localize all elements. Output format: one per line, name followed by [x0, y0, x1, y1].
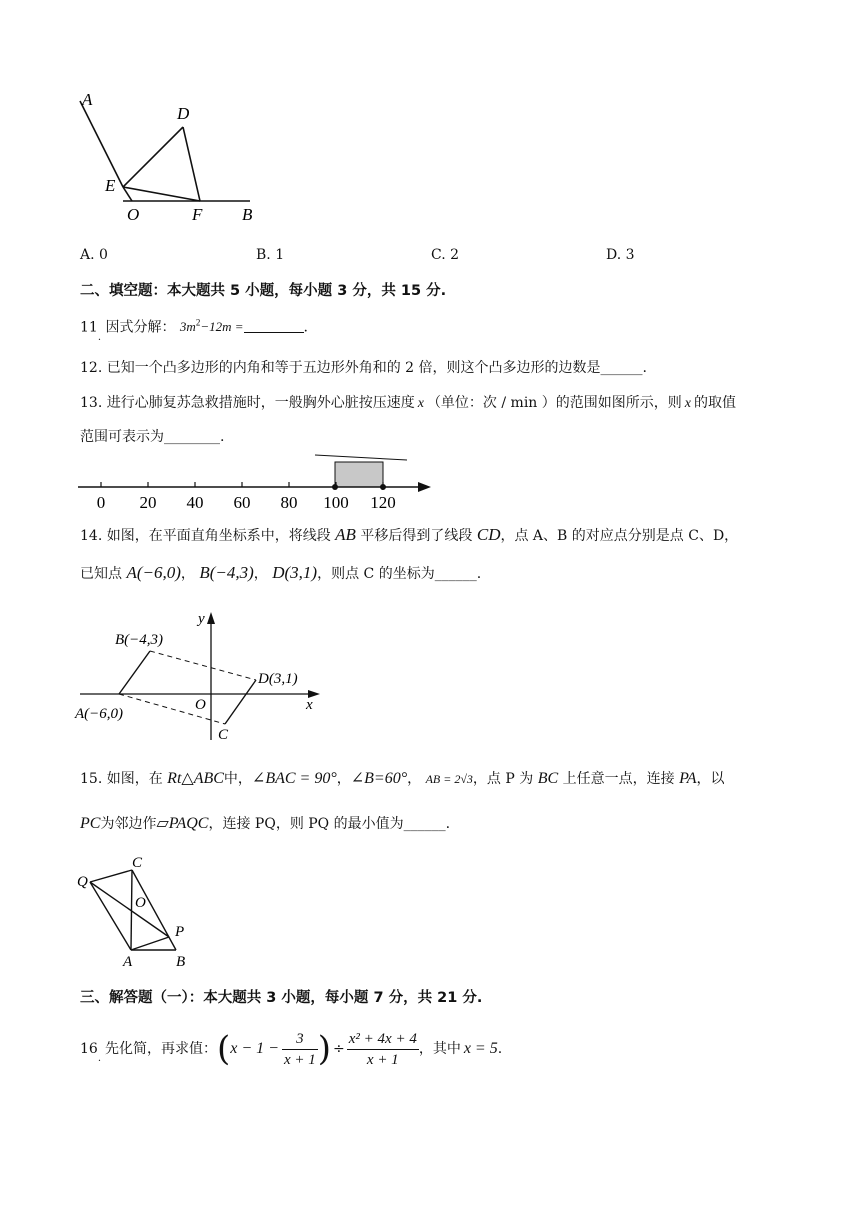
- label-o: O: [135, 895, 146, 911]
- q16-frac2-num: x² + 4x + 4: [347, 1029, 419, 1050]
- q11-expr-b: −12m =: [200, 319, 244, 335]
- q15-line1-e: ，以: [696, 771, 725, 787]
- q13-line1-a: 13. 进行心肺复苏急救措施时，一般胸外心脏按压速度: [80, 395, 415, 411]
- segment-q-c: [90, 870, 132, 882]
- label-d: D: [177, 104, 190, 123]
- dashed-ac: [119, 694, 225, 724]
- tick-label: 100: [323, 493, 349, 512]
- y-axis-arrow: [207, 612, 215, 624]
- segment-q-a: [90, 882, 131, 950]
- q16-part1: x − 1 −: [230, 1040, 279, 1057]
- dashed-bd: [150, 651, 256, 680]
- section3-heading: 三、解答题（一）：本大题共 3 小题，每小题 7 分，共 21 分.: [80, 990, 483, 1006]
- label-e: E: [105, 176, 116, 195]
- q14-segment-ab: AB: [335, 525, 356, 544]
- label-f: F: [192, 205, 203, 224]
- segment-a-o: [80, 101, 123, 187]
- q14-line1-a: 14. 如图，在平面直角坐标系中，将线段: [80, 528, 331, 544]
- q15-bc: BC: [537, 770, 559, 787]
- range-top-line: [315, 455, 407, 460]
- q14-point-b: B(−4,3): [199, 563, 254, 582]
- q15-line1: 15. 如图，在 Rt△ABC中，∠BAC = 90°，∠B=60°， AB = 2√3，点 P 为 BC 上任意一点，连接 PA，以: [80, 770, 725, 787]
- q15-ab-length: AB = 2√3: [425, 772, 473, 786]
- q15-pc: PC: [80, 815, 101, 832]
- label-a: A(−6,0): [75, 706, 124, 722]
- q11-answer-blank[interactable]: [244, 318, 304, 333]
- q11: $11_.$ 因式分解： $3m^2-12m$ = .: [80, 318, 308, 344]
- q15-line1-d: 上任意一点，连接: [562, 771, 675, 787]
- q12-text: 12. 已知一个凸多边形的内角和等于五边形外角和的 2 倍，则这个凸多边形的边数是______.: [80, 360, 647, 376]
- q15-geometry-figure: [75, 852, 205, 972]
- q14-line1-c: ，点 A、B 的对应点分别是点 C、D，: [500, 528, 739, 544]
- label-b: B: [176, 954, 186, 970]
- segment-a-p: [131, 937, 169, 950]
- q16-frac1-num: 3: [282, 1029, 318, 1050]
- q10-option-d: D. 3: [606, 247, 635, 263]
- q16-number: 16: [80, 1041, 98, 1057]
- q14-line1: [80, 525, 738, 546]
- segment-cd: [225, 680, 256, 724]
- q15-angle-b: ∠B=60°: [350, 770, 408, 787]
- q15-line2: [80, 814, 450, 834]
- tick-label: 80: [280, 493, 298, 512]
- label-a: A: [82, 90, 93, 109]
- q16-condition: x = 5: [463, 1040, 498, 1057]
- segment-d-f: [183, 127, 200, 201]
- tick-label: 60: [233, 493, 251, 512]
- q15-line1-b: 中，: [223, 771, 252, 787]
- q15-parallelogram: ▱PAQC: [156, 815, 209, 832]
- q13-var-x: x: [417, 396, 424, 411]
- label-c: C: [132, 855, 143, 871]
- q11-number: 11: [80, 319, 98, 336]
- q13-var-x2: x: [684, 396, 691, 411]
- q11-text: 因式分解：: [105, 319, 176, 336]
- q14-line2: 已知点 A(−6,0)， B(−4,3)， D(3,1)，则点 C 的坐标为______.: [80, 563, 482, 582]
- label-x: x: [306, 697, 313, 713]
- q14-line2-b: ，则点 C 的坐标为______.: [317, 566, 482, 582]
- q15-line1-c: ，点 P 为: [472, 771, 534, 787]
- q13-line1-b: （单位：次 / min ）的范围如图所示，则: [426, 395, 682, 411]
- q13-line1-c: 的取值: [694, 395, 736, 411]
- label-a: A: [123, 954, 133, 970]
- label-b: B(−4,3): [115, 632, 164, 648]
- axis-arrow: [418, 482, 431, 492]
- label-b: B: [242, 205, 253, 224]
- label-d: D(3,1): [258, 671, 298, 687]
- q16: 16 . 先化简，再求值： ( x − 1 − $\frac{3}{x + 1}$ ) ÷ $\frac{\text{x² + 4x + 4}}{x + 1}$ ，其中 x = 5 .: [80, 1029, 503, 1069]
- range-box: [335, 462, 383, 487]
- segment-e-d: [123, 127, 183, 187]
- q16-tail: ，其中: [418, 1041, 461, 1057]
- q15-line2-a: 为邻边作: [100, 816, 157, 832]
- q10-option-b: B. 1: [256, 247, 285, 263]
- q14-point-d: D(3,1): [272, 563, 318, 582]
- label-c: C: [218, 727, 229, 743]
- label-p: P: [175, 924, 185, 940]
- segment-q-p: [90, 882, 169, 937]
- q15-triangle: Rt△ABC: [167, 770, 224, 787]
- endpoint-120: [380, 484, 386, 490]
- q15-pa: PA: [679, 770, 697, 787]
- q11-tail: .: [303, 319, 308, 336]
- section2-heading: 二、填空题：本大题共 5 小题，每小题 3 分，共 15 分.: [80, 283, 447, 299]
- q14-line1-b: 平移后得到了线段: [360, 528, 473, 544]
- segment-ab: [119, 651, 150, 694]
- q16-end: .: [497, 1041, 503, 1057]
- q14-segment-cd: CD: [476, 525, 501, 544]
- q15-line2-b: ，连接 PQ，则 PQ 的最小值为______.: [208, 816, 451, 832]
- tick-label: 0: [96, 493, 106, 512]
- label-o: O: [127, 205, 140, 224]
- tick-label: 120: [370, 493, 396, 512]
- label-y: y: [198, 611, 205, 627]
- q14-line2-a: 已知点: [80, 566, 122, 582]
- endpoint-100: [332, 484, 338, 490]
- tick-label: 40: [186, 493, 204, 512]
- q14-coordinate-figure: [70, 605, 340, 750]
- label-origin: O: [195, 697, 206, 713]
- q10-option-a: A. 0: [80, 247, 108, 263]
- q13-line2: 范围可表示为________.: [80, 429, 225, 445]
- tick-label: 20: [139, 493, 157, 512]
- q14-point-a: A(−6,0): [126, 563, 181, 582]
- q13-line1: [80, 393, 736, 414]
- q10-geometry-figure: [70, 85, 270, 230]
- q15-line1-a: 15. 如图，在: [80, 771, 163, 787]
- label-q: Q: [77, 874, 88, 890]
- q11-expr-a: 3m: [179, 319, 196, 335]
- q16-frac2-den: x + 1: [366, 1051, 399, 1068]
- q15-angle-bac: ∠BAC = 90°: [251, 770, 337, 787]
- q10-option-c: C. 2: [431, 247, 460, 263]
- q16-text: 先化简，再求值：: [105, 1041, 218, 1057]
- q13-number-line: [75, 450, 435, 515]
- q16-frac1-den: x + 1: [283, 1051, 316, 1068]
- segment-e-f: [123, 187, 200, 201]
